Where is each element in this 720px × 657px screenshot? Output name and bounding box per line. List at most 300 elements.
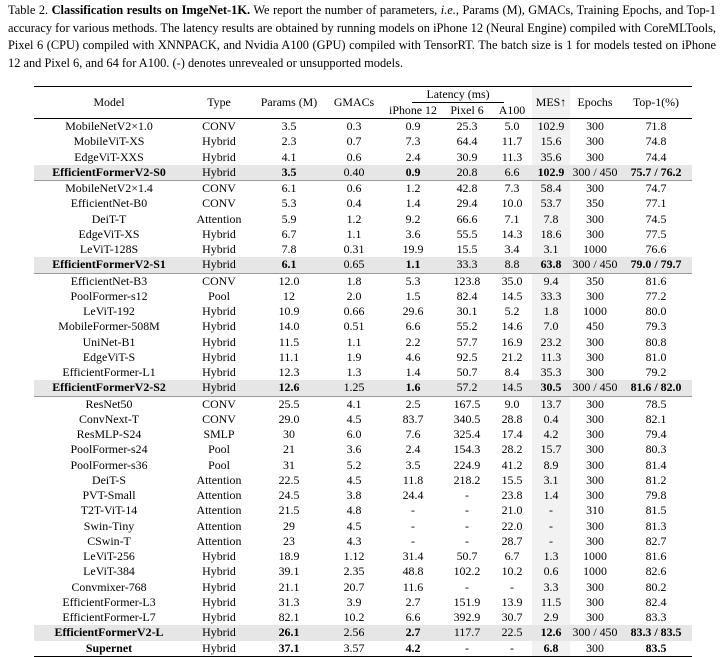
cell-gmacs: 5.2 xyxy=(346,457,362,472)
cell-a100: 9.0 xyxy=(492,396,532,412)
cell-pixel: 218.2 xyxy=(453,472,481,487)
cell-top1: 83.3 / 83.5 xyxy=(620,625,692,640)
cell-a100: 35.0 xyxy=(492,273,532,289)
table-row xyxy=(34,595,692,610)
cell-gmacs: 4.3 xyxy=(346,533,362,548)
table-row xyxy=(34,427,692,442)
cell-top1: 77.1 xyxy=(645,196,667,211)
cell-params: 29.0 xyxy=(278,411,300,426)
cell-params: 5.3 xyxy=(281,196,297,211)
cell-params: 82.1 xyxy=(278,610,300,624)
cell-mes: 15.7 xyxy=(532,442,570,457)
cell-type: CONV xyxy=(184,181,254,197)
table-row xyxy=(34,412,692,427)
cell-top1: 77.5 xyxy=(645,226,667,241)
cell-iphone: - xyxy=(411,503,415,518)
cell-gmacs: 0.51 xyxy=(343,319,365,334)
cell-top1: 77.2 xyxy=(645,288,667,303)
cell-iphone: 4.2 xyxy=(384,641,442,657)
cell-epochs: 300 xyxy=(586,149,604,164)
cell-mes: 53.7 xyxy=(532,196,570,211)
cell-a100: 8.4 xyxy=(504,365,520,379)
table-row xyxy=(34,396,692,412)
cell-type: Hybrid xyxy=(202,334,236,349)
cell-params: 12 xyxy=(283,288,295,303)
cell-mes: 0.4 xyxy=(532,412,570,427)
cell-type: CONV xyxy=(202,196,236,211)
cell-params: 2.3 xyxy=(281,134,297,149)
cell-params: 6.7 xyxy=(281,226,297,241)
caption-ie: i.e. xyxy=(440,3,456,17)
cell-type: Hybrid xyxy=(202,594,236,609)
cell-top1: 74.8 xyxy=(645,134,667,149)
cell-iphone: 1.4 xyxy=(405,365,421,379)
cell-type: Hybrid xyxy=(202,549,236,563)
table-row xyxy=(34,503,692,518)
cell-gmacs: 3.8 xyxy=(346,488,362,502)
cell-params: 3.5 xyxy=(254,165,324,181)
cell-top1: 71.8 xyxy=(645,119,667,133)
table-row xyxy=(34,257,692,273)
cell-a100: 10.0 xyxy=(501,196,523,211)
cell-iphone: 1.5 xyxy=(405,288,421,303)
cell-params: 31 xyxy=(283,457,295,472)
table-row xyxy=(34,196,692,211)
cell-mes: 8.9 xyxy=(532,458,570,473)
cell-type: Hybrid xyxy=(202,349,236,364)
cell-params: 12.0 xyxy=(254,273,324,289)
cell-a100: 5.2 xyxy=(504,304,520,318)
cell-gmacs: 2.0 xyxy=(346,288,362,303)
cell-model: PoolFormer-s36 xyxy=(70,457,148,472)
cell-type: Attention xyxy=(196,533,242,548)
cell-model: DeiT-S xyxy=(92,472,126,487)
cell-iphone: 6.6 xyxy=(405,610,421,624)
cell-top1: 81.6 xyxy=(620,273,692,289)
cell-top1: 79.8 xyxy=(645,488,667,502)
cell-params: 25.5 xyxy=(254,396,324,412)
cell-mes: 9.4 xyxy=(532,273,570,289)
table-row xyxy=(34,580,692,595)
cell-epochs: 300 xyxy=(586,610,604,624)
cell-epochs: 300 xyxy=(586,349,604,364)
cell-gmacs: 0.4 xyxy=(346,196,362,211)
cell-a100: 28.7 xyxy=(501,533,523,548)
cell-params: 14.0 xyxy=(278,319,300,334)
cell-params: 12.3 xyxy=(278,365,300,379)
cell-model: T2T-ViT-14 xyxy=(80,503,138,518)
cell-epochs: 300 xyxy=(586,533,604,548)
cell-params: 21 xyxy=(283,442,295,457)
table-row xyxy=(34,350,692,365)
cell-mes: 33.3 xyxy=(532,289,570,304)
cell-params: 21.1 xyxy=(278,579,300,594)
cell-gmacs: 0.3 xyxy=(346,119,362,133)
cell-type: Hybrid xyxy=(202,579,236,594)
cell-iphone: 2.2 xyxy=(405,334,421,349)
cell-model: MobileNetV2×1.4 xyxy=(34,181,184,197)
cell-epochs: 300 / 450 xyxy=(570,257,620,273)
cell-mes: - xyxy=(532,519,570,534)
cell-model: EfficientFormerV2-S0 xyxy=(34,165,184,181)
cell-mes: 11.5 xyxy=(532,595,570,610)
cell-mes: 1.3 xyxy=(532,549,570,564)
cell-a100: 6.6 xyxy=(492,165,532,181)
cell-top1: 79.4 xyxy=(645,427,667,441)
cell-top1: 80.3 xyxy=(645,442,667,457)
cell-a100: 22.0 xyxy=(501,518,523,533)
cell-mes: 18.6 xyxy=(532,227,570,242)
cell-model: LeViT-384 xyxy=(83,564,135,579)
cell-gmacs: 0.7 xyxy=(346,134,362,149)
cell-iphone: 31.4 xyxy=(402,549,424,563)
cell-iphone: 1.4 xyxy=(405,196,421,211)
table-caption xyxy=(8,2,716,72)
header-epochs: Epochs xyxy=(577,95,613,109)
cell-mes: 7.0 xyxy=(532,319,570,334)
cell-a100: 3.4 xyxy=(504,242,520,256)
cell-pixel: 57.2 xyxy=(442,380,492,396)
cell-gmacs: 2.35 xyxy=(343,564,365,579)
cell-model: EfficientFormerV2-S1 xyxy=(34,257,184,273)
cell-model: UniNet-B1 xyxy=(82,334,136,349)
cell-top1: 82.7 xyxy=(645,533,667,548)
cell-mes: 15.6 xyxy=(532,134,570,149)
table-row xyxy=(34,150,692,165)
cell-type: Pool xyxy=(208,288,230,303)
cell-top1: 74.7 xyxy=(620,181,692,197)
cell-iphone: 1.2 xyxy=(384,181,442,197)
header-params: Params (M) xyxy=(260,95,318,109)
cell-mes: 35.3 xyxy=(532,365,570,380)
cell-type: Hybrid xyxy=(184,380,254,396)
cell-a100: 6.7 xyxy=(504,549,520,563)
cell-type: Attention xyxy=(196,472,242,487)
cell-a100: 21.0 xyxy=(501,503,523,518)
cell-type: Hybrid xyxy=(184,165,254,181)
cell-pixel: - xyxy=(465,533,469,548)
cell-type: CONV xyxy=(184,273,254,289)
cell-iphone: 1.6 xyxy=(384,380,442,396)
cell-iphone: 3.6 xyxy=(405,226,421,241)
cell-type: Pool xyxy=(208,457,230,472)
cell-a100: 41.2 xyxy=(501,457,523,472)
cell-gmacs: 3.57 xyxy=(324,641,384,657)
cell-epochs: 300 xyxy=(586,518,604,533)
table-row xyxy=(34,165,692,181)
cell-a100: 21.2 xyxy=(501,349,523,364)
cell-pixel: 123.8 xyxy=(442,273,492,289)
cell-model: LeViT-192 xyxy=(83,304,135,318)
cell-a100: - xyxy=(492,641,532,657)
cell-type: Attention xyxy=(196,503,242,518)
cell-epochs: 1000 xyxy=(583,304,607,318)
cell-gmacs: 1.25 xyxy=(324,380,384,396)
cell-a100: 28.8 xyxy=(501,411,523,426)
cell-gmacs: 0.31 xyxy=(343,242,365,256)
cell-type: CONV xyxy=(184,396,254,412)
cell-params: 30 xyxy=(283,427,295,441)
cell-epochs: 300 / 450 xyxy=(570,380,620,396)
cell-model: PoolFormer-s24 xyxy=(70,442,148,457)
cell-model: EfficientFormer-L7 xyxy=(62,610,156,624)
cell-iphone: 29.6 xyxy=(402,304,424,318)
table-row xyxy=(34,304,692,319)
cell-gmacs: 4.5 xyxy=(346,518,362,533)
cell-pixel: 66.6 xyxy=(456,211,478,226)
cell-mes: 102.9 xyxy=(532,165,570,181)
cell-pixel: 30.1 xyxy=(456,304,478,318)
cell-epochs: 300 xyxy=(586,579,604,594)
cell-pixel: 25.3 xyxy=(456,119,478,133)
cell-type: Hybrid xyxy=(202,226,236,241)
cell-type: Hybrid xyxy=(202,304,236,318)
cell-type: Hybrid xyxy=(202,149,236,164)
cell-model: MobileNetV2×1.0 xyxy=(65,119,153,133)
cell-model: ConvNext-T xyxy=(78,411,140,426)
cell-top1: 82.6 xyxy=(645,564,667,579)
cell-iphone: 0.9 xyxy=(384,165,442,181)
cell-type: Hybrid xyxy=(202,564,236,579)
caption-title: Classification results on ImgeNet-1K. xyxy=(51,3,251,17)
table-body xyxy=(34,119,692,657)
cell-iphone: 2.7 xyxy=(405,594,421,609)
cell-top1: 76.6 xyxy=(645,242,667,256)
cell-params: 21.5 xyxy=(278,503,300,518)
table-row xyxy=(34,625,692,640)
cell-mes: 11.3 xyxy=(532,350,570,365)
cell-mes: 58.4 xyxy=(532,181,570,197)
cell-a100: 7.3 xyxy=(492,181,532,197)
cell-params: 7.8 xyxy=(281,242,297,256)
cell-pixel: 92.5 xyxy=(456,349,478,364)
cell-a100: 15.5 xyxy=(501,472,523,487)
cell-a100: 14.5 xyxy=(492,380,532,396)
cell-pixel: 33.3 xyxy=(442,257,492,273)
cell-type: Hybrid xyxy=(202,134,236,149)
cell-pixel: 42.8 xyxy=(442,181,492,197)
cell-pixel: - xyxy=(465,488,469,502)
cell-pixel: 151.9 xyxy=(453,594,481,609)
caption-label: Table 2. xyxy=(8,3,49,17)
cell-a100: 22.5 xyxy=(492,625,532,640)
caption-text-2: , Params (M), GMACs, Training Epochs, and Top-1 accuracy for various methods. The latency results are obtained by running models on iPhone 12 (Neural Engine) compiled with CoreMLTools, Pixel 6 (CPU) compiled with XNNPACK, and Nvidia A100 (GPU) compiled with TensorRT. The batch size is 1 for models tested on iPhone 12 and Pixel 6, and 64 for A100. (-) denotes unrevealed or unsupported models. xyxy=(8,3,716,70)
table-row xyxy=(34,380,692,396)
cell-pixel: 20.8 xyxy=(442,165,492,181)
cell-iphone: 19.9 xyxy=(402,242,424,256)
cell-mes: 63.8 xyxy=(532,257,570,273)
cell-epochs: 300 xyxy=(586,334,604,349)
cell-params: 23 xyxy=(283,533,295,548)
header-latency-label: Latency (ms) xyxy=(412,87,503,103)
cell-top1: 81.5 xyxy=(645,503,667,518)
cell-iphone: 2.5 xyxy=(384,396,442,412)
cell-model: ResMLP-S24 xyxy=(76,427,142,441)
cell-top1: 81.4 xyxy=(645,457,667,472)
table-row xyxy=(34,227,692,242)
header-model: Model xyxy=(93,95,125,109)
cell-epochs: 300 xyxy=(570,181,620,197)
cell-iphone: 2.4 xyxy=(405,442,421,457)
cell-gmacs: 3.6 xyxy=(346,442,362,457)
cell-params: 26.1 xyxy=(254,625,324,640)
cell-pixel: 64.4 xyxy=(456,134,478,149)
cell-pixel: 117.7 xyxy=(442,625,492,640)
cell-model: PVT-Small xyxy=(82,488,136,502)
cell-iphone: 11.8 xyxy=(402,472,424,487)
cell-top1: 81.6 / 82.0 xyxy=(620,380,692,396)
cell-top1: 82.1 xyxy=(645,411,667,426)
cell-model: LeViT-256 xyxy=(83,549,135,563)
cell-gmacs: 10.2 xyxy=(343,610,365,624)
cell-gmacs: 1.9 xyxy=(346,349,362,364)
cell-mes: 4.2 xyxy=(532,427,570,442)
table-row xyxy=(34,335,692,350)
cell-mes: - xyxy=(532,534,570,549)
cell-model: MobileViT-XS xyxy=(73,134,145,149)
cell-epochs: 300 / 450 xyxy=(570,165,620,181)
cell-gmacs: 0.66 xyxy=(343,304,365,318)
cell-epochs: 350 xyxy=(570,273,620,289)
table-row xyxy=(34,273,692,289)
cell-model: Supernet xyxy=(34,641,184,657)
cell-type: Attention xyxy=(196,211,242,226)
cell-iphone: 4.6 xyxy=(405,349,421,364)
cell-iphone: 11.6 xyxy=(402,579,424,594)
cell-model: EdgeViT-XS xyxy=(78,226,140,241)
cell-pixel: - xyxy=(442,641,492,657)
cell-type: Hybrid xyxy=(202,242,236,256)
header-latency xyxy=(384,87,532,104)
cell-pixel: 82.4 xyxy=(456,288,478,303)
cell-pixel: - xyxy=(465,503,469,518)
cell-gmacs: 2.56 xyxy=(324,625,384,640)
cell-a100: 11.3 xyxy=(501,149,523,164)
cell-mes: 2.9 xyxy=(532,610,570,625)
cell-params: 10.9 xyxy=(278,304,300,318)
cell-epochs: 300 xyxy=(570,396,620,412)
table-row xyxy=(34,119,692,135)
cell-a100: 16.9 xyxy=(501,334,523,349)
cell-mes: 3.1 xyxy=(532,242,570,257)
cell-params: 6.1 xyxy=(254,257,324,273)
cell-params: 31.3 xyxy=(278,594,300,609)
cell-pixel: - xyxy=(465,579,469,594)
cell-params: 22.5 xyxy=(278,472,300,487)
cell-epochs: 350 xyxy=(586,196,604,211)
cell-gmacs: 1.3 xyxy=(346,365,362,379)
cell-params: 12.6 xyxy=(254,380,324,396)
cell-a100: 10.2 xyxy=(501,564,523,579)
cell-model: DeiT-T xyxy=(91,211,127,226)
cell-pixel: 392.9 xyxy=(453,610,481,624)
cell-pixel: 50.7 xyxy=(456,549,478,563)
table-row xyxy=(34,289,692,304)
cell-epochs: 300 xyxy=(586,472,604,487)
cell-params: 39.1 xyxy=(278,564,300,579)
cell-params: 18.9 xyxy=(278,549,300,563)
cell-params: 6.1 xyxy=(254,181,324,197)
cell-type: Attention xyxy=(196,518,242,533)
cell-epochs: 1000 xyxy=(583,549,607,563)
cell-model: EfficientFormerV2-L xyxy=(34,625,184,640)
cell-top1: 78.5 xyxy=(620,396,692,412)
cell-epochs: 1000 xyxy=(583,242,607,256)
cell-gmacs: 4.1 xyxy=(324,396,384,412)
cell-model: LeViT-128S xyxy=(79,242,139,256)
cell-params: 29 xyxy=(283,518,295,533)
cell-pixel: 15.5 xyxy=(456,242,478,256)
results-table xyxy=(34,86,692,657)
cell-gmacs: 3.9 xyxy=(346,594,362,609)
cell-iphone: 7.6 xyxy=(405,427,421,441)
cell-top1: 81.3 xyxy=(645,518,667,533)
cell-top1: 80.2 xyxy=(645,579,667,594)
header-type: Type xyxy=(207,95,231,109)
cell-mes: 0.6 xyxy=(532,564,570,579)
cell-params: 37.1 xyxy=(254,641,324,657)
cell-a100: 30.7 xyxy=(501,610,523,624)
cell-params: 4.1 xyxy=(281,149,297,164)
cell-mes: - xyxy=(532,503,570,518)
cell-iphone: 0.9 xyxy=(405,119,421,133)
cell-iphone: 9.2 xyxy=(405,211,421,226)
cell-mes: 12.6 xyxy=(532,625,570,640)
cell-iphone: 6.6 xyxy=(405,319,421,334)
cell-a100: 11.7 xyxy=(501,134,523,149)
cell-epochs: 300 xyxy=(586,594,604,609)
cell-pixel: 29.4 xyxy=(456,196,478,211)
cell-pixel: 167.5 xyxy=(442,396,492,412)
cell-type: Hybrid xyxy=(202,319,236,334)
cell-epochs: 300 xyxy=(586,288,604,303)
cell-a100: 17.4 xyxy=(501,427,523,441)
table-row xyxy=(34,610,692,625)
table-row xyxy=(34,212,692,227)
cell-a100: 23.8 xyxy=(501,488,523,502)
cell-type: Hybrid xyxy=(202,365,236,379)
cell-iphone: 24.4 xyxy=(402,488,424,502)
cell-model: EfficientNet-B0 xyxy=(70,196,148,211)
header-a100: A100 xyxy=(498,103,526,117)
table-row xyxy=(34,549,692,564)
cell-epochs: 300 xyxy=(586,134,604,149)
cell-a100: 14.6 xyxy=(501,319,523,334)
cell-iphone: 1.1 xyxy=(384,257,442,273)
cell-epochs: 300 xyxy=(586,427,604,441)
cell-pixel: 154.3 xyxy=(453,442,481,457)
cell-top1: 79.2 xyxy=(645,365,667,379)
table-row xyxy=(34,442,692,457)
cell-epochs: 300 xyxy=(586,119,604,133)
cell-model: MobileFormer-508M xyxy=(58,319,160,334)
cell-top1: 81.0 xyxy=(645,349,667,364)
cell-gmacs: 4.8 xyxy=(346,503,362,518)
cell-iphone: 83.7 xyxy=(402,411,424,426)
cell-gmacs: 1.1 xyxy=(346,226,362,241)
cell-gmacs: 0.65 xyxy=(324,257,384,273)
table-row xyxy=(34,641,692,657)
cell-top1: 81.2 xyxy=(645,472,667,487)
cell-model: Convmixer-768 xyxy=(71,579,147,594)
table-row xyxy=(34,488,692,503)
cell-gmacs: 1.1 xyxy=(346,334,362,349)
cell-mes: 1.4 xyxy=(532,488,570,503)
cell-iphone: - xyxy=(411,533,415,548)
cell-iphone: 5.3 xyxy=(384,273,442,289)
header-mes: MES↑ xyxy=(532,87,570,119)
cell-model: EfficientFormer-L1 xyxy=(62,365,156,379)
